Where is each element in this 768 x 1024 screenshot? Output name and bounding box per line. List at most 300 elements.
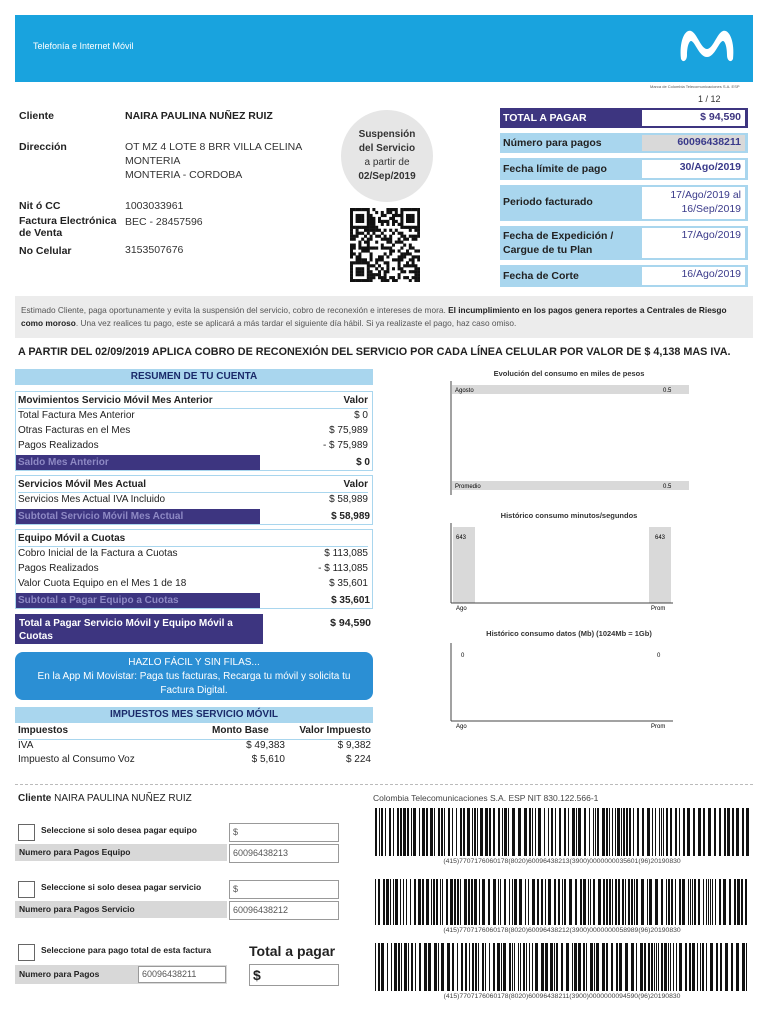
qr-module xyxy=(409,258,412,261)
qr-module xyxy=(381,244,384,247)
qr-module xyxy=(386,267,389,270)
barcode-bar xyxy=(666,879,667,925)
qr-module xyxy=(403,208,406,211)
qr-module xyxy=(353,252,356,255)
qr-module xyxy=(384,214,387,217)
qr-module xyxy=(381,255,384,258)
qr-module xyxy=(372,208,375,211)
barcode-bar xyxy=(652,808,653,856)
qr-module xyxy=(372,273,375,276)
barcode-bar xyxy=(440,879,441,925)
pay-equipo-checkbox[interactable] xyxy=(18,824,35,841)
qr-module xyxy=(372,223,375,226)
table-row: Servicios Mes Actual IVA Incluido $ 58,989 xyxy=(18,494,368,505)
qr-module xyxy=(375,229,378,232)
barcode-bar xyxy=(633,808,634,856)
qr-module xyxy=(381,232,384,235)
barcode-bar xyxy=(488,879,490,925)
qr-module xyxy=(389,246,392,249)
barcode-bar xyxy=(454,879,456,925)
total-amount-field[interactable]: $ xyxy=(249,964,339,986)
qr-module xyxy=(375,273,378,276)
qr-module xyxy=(381,279,384,282)
barcode-bar xyxy=(572,808,575,856)
barcode-bar xyxy=(400,808,402,856)
barcode-bar xyxy=(489,808,491,856)
qr-module xyxy=(370,238,373,241)
qr-module xyxy=(370,279,373,282)
qr-module xyxy=(361,261,364,264)
qr-module xyxy=(372,220,375,223)
barcode-bar xyxy=(504,808,507,856)
qr-module xyxy=(392,214,395,217)
qr-module xyxy=(384,229,387,232)
barcode-bar xyxy=(664,943,667,991)
equipo-cuotas-section: Equipo Móvil a Cuotas Cobro Inicial de la Factura a Cuotas $ 113,085 Pagos Realizados - $ 113,085 Valor Cuota Equipo en el Mes 1 de 18 $ 35,601 Subtotal a Pagar Equipo a Cuotas $ 35,601 xyxy=(15,529,373,609)
qr-module xyxy=(403,264,406,267)
barcode-bar xyxy=(489,943,490,991)
qr-module xyxy=(386,220,389,223)
qr-module xyxy=(375,261,378,264)
pay-total-checkbox[interactable] xyxy=(18,944,35,961)
barcode-bar xyxy=(548,808,549,856)
barcode-bar xyxy=(559,808,561,856)
qr-module xyxy=(398,261,401,264)
barcode-bar xyxy=(433,879,435,925)
qr-module xyxy=(414,273,417,276)
qr-module xyxy=(386,264,389,267)
barcode-bar xyxy=(625,943,628,991)
barcode-bar xyxy=(666,808,668,856)
qr-module xyxy=(364,249,367,252)
qr-module xyxy=(409,226,412,229)
qr-module xyxy=(398,223,401,226)
qr-module xyxy=(400,223,403,226)
qr-module xyxy=(350,244,353,247)
qr-module xyxy=(412,258,415,261)
barcode-bar xyxy=(441,943,444,991)
table-row: Pagos Realizados - $ 113,085 xyxy=(18,563,368,574)
qr-module xyxy=(417,249,420,252)
subtotal-servicio-row: Subtotal Servicio Móvil Mes Actual $ 58,989 xyxy=(18,511,370,522)
barcode-bar xyxy=(401,943,402,991)
chart-1-bar-promedio xyxy=(452,481,689,490)
app-promo-banner[interactable]: HAZLO FÁCIL Y SIN FILAS... En la App Mi Movistar: Paga tus facturas, Recarga tu móvil y solicita tu Factura Digital. xyxy=(15,652,373,700)
barcode-bar xyxy=(414,879,416,925)
barcode-bar xyxy=(640,943,643,991)
qr-module xyxy=(370,273,373,276)
qr-module xyxy=(392,217,395,220)
barcode-bar xyxy=(644,943,646,991)
qr-module xyxy=(398,232,401,235)
qr-module xyxy=(417,258,420,261)
barcode-bar xyxy=(387,943,388,991)
barcode-bar xyxy=(593,879,595,925)
barcode-bar xyxy=(545,879,546,925)
qr-module xyxy=(375,267,378,270)
barcode-bar xyxy=(532,808,533,856)
barcode-bar xyxy=(419,943,421,991)
qr-module xyxy=(386,223,389,226)
qr-module xyxy=(386,279,389,282)
qr-module xyxy=(350,279,353,282)
qr-module xyxy=(384,279,387,282)
qr-module xyxy=(400,232,403,235)
qr-module xyxy=(409,279,412,282)
impuestos-table: Impuestos Monto Base Valor Impuesto IVA $ 49,383 $ 9,382 Impuesto al Consumo Voz $ 5,610 $ 224 xyxy=(18,725,371,765)
barcode-bar xyxy=(580,879,582,925)
pay-servicio-amount-field[interactable]: $ xyxy=(229,880,339,899)
qr-module xyxy=(375,246,378,249)
qr-module xyxy=(370,264,373,267)
qr-module xyxy=(384,270,387,273)
barcode-bar xyxy=(612,808,613,856)
qr-module xyxy=(372,226,375,229)
barcode-bar xyxy=(378,943,380,991)
barcode-bar xyxy=(469,943,470,991)
cliente-label: Cliente xyxy=(19,110,55,122)
barcode-bar xyxy=(725,943,728,991)
qr-module xyxy=(353,244,356,247)
qr-module xyxy=(350,232,353,235)
barcode-bar xyxy=(671,879,673,925)
barcode-bar xyxy=(698,879,700,925)
qr-module xyxy=(381,267,384,270)
barcode-bar xyxy=(697,943,698,991)
barcode-bar xyxy=(676,943,677,991)
qr-module xyxy=(412,208,415,211)
chart-1-value-agosto: 0.5 xyxy=(663,388,672,394)
total-servicio-equipo-row: Total a Pagar Servicio Móvil y Equipo Móvil a Cuotas $ 94,590 xyxy=(15,614,373,644)
qr-module xyxy=(417,270,420,273)
barcode-bar xyxy=(615,879,617,925)
servicio-num-label: Numero para Pagos Servicio xyxy=(15,901,227,918)
page-number: 1 / 12 xyxy=(698,94,721,104)
barcode-bar xyxy=(385,808,386,856)
barcode-bar xyxy=(603,879,605,925)
qr-module xyxy=(370,276,373,279)
barcode-bar xyxy=(631,943,634,991)
barcode-bar xyxy=(422,879,424,925)
qr-module xyxy=(358,252,361,255)
barcode-bar xyxy=(403,808,406,856)
barcode-bar xyxy=(523,943,525,991)
barcode-bar xyxy=(430,808,433,856)
barcode-bar xyxy=(502,808,503,856)
barcode-bar xyxy=(619,943,622,991)
qr-module xyxy=(356,232,359,235)
barcode-bar xyxy=(568,808,569,856)
barcode-bar xyxy=(428,943,431,991)
qr-module xyxy=(353,246,356,249)
qr-module xyxy=(372,217,375,220)
qr-module xyxy=(386,211,389,214)
barcode-bar xyxy=(746,943,747,991)
qr-module xyxy=(364,246,367,249)
total-num-value: 60096438211 xyxy=(138,966,226,983)
cliente-name: NAIRA PAULINA NUÑEZ RUIZ xyxy=(125,110,273,122)
barcode-bar xyxy=(572,943,573,991)
pay-equipo-amount-field[interactable]: $ xyxy=(229,823,339,842)
chart-1-category-agosto: Agosto xyxy=(455,388,474,394)
barcode-bar xyxy=(436,879,438,925)
barcode-bar xyxy=(602,808,605,856)
qr-module xyxy=(386,246,389,249)
barcode-bar xyxy=(438,943,439,991)
qr-module xyxy=(378,258,381,261)
qr-module xyxy=(367,226,370,229)
qr-module xyxy=(412,235,415,238)
barcode-bar xyxy=(452,808,453,856)
barcode-bar xyxy=(475,943,477,991)
qr-module xyxy=(414,229,417,232)
qr-module xyxy=(372,232,375,235)
qr-module xyxy=(392,220,395,223)
qr-module xyxy=(392,279,395,282)
qr-module xyxy=(350,217,353,220)
qr-module xyxy=(406,264,409,267)
barcode-bar xyxy=(649,879,652,925)
qr-module xyxy=(361,270,364,273)
barcode-bar xyxy=(647,879,648,925)
qr-module xyxy=(350,264,353,267)
coupon-divider xyxy=(15,784,753,785)
qr-module xyxy=(370,229,373,232)
barcode-bar xyxy=(395,879,398,925)
barcode-equipo-text: (415)7707176060178(8020)60096438213(3900)0000000035601(96)20190830 xyxy=(443,858,681,865)
qr-module xyxy=(358,267,361,270)
qr-module xyxy=(367,208,370,211)
periodo-row: Periodo facturado 17/Ago/2019 al 16/Sep/2019 xyxy=(500,185,748,221)
qr-module xyxy=(356,229,359,232)
barcode-bar xyxy=(670,943,671,991)
reconnection-banner: A PARTIR DEL 02/09/2019 APLICA COBRO DE RECONEXIÓN DEL SERVICIO POR CADA LÍNEA CELULAR POR VALOR DE $ 4,138 MAS IVA. xyxy=(18,346,731,358)
barcode-bar xyxy=(526,943,527,991)
qr-module xyxy=(403,270,406,273)
table-row: IVA xyxy=(18,740,34,751)
qr-module xyxy=(403,252,406,255)
qr-module xyxy=(389,235,392,238)
qr-module xyxy=(406,276,409,279)
saldo-row: Saldo Mes Anterior $ 0 xyxy=(18,457,370,468)
total-row: TOTAL A PAGAR $ 94,590 xyxy=(500,108,748,128)
barcode-bar xyxy=(658,943,659,991)
qr-module xyxy=(417,208,420,211)
qr-module xyxy=(400,252,403,255)
barcode-bar xyxy=(661,879,663,925)
qr-module xyxy=(358,244,361,247)
qr-module xyxy=(400,267,403,270)
barcode-bar xyxy=(675,808,677,856)
qr-module xyxy=(412,220,415,223)
qr-module xyxy=(395,214,398,217)
qr-module xyxy=(356,226,359,229)
barcode-bar xyxy=(598,879,601,925)
barcode-bar xyxy=(426,808,428,856)
qr-module xyxy=(409,229,412,232)
qr-module xyxy=(414,276,417,279)
qr-module xyxy=(384,276,387,279)
total-num-label: Numero para Pagos xyxy=(15,965,227,984)
qr-module xyxy=(406,217,409,220)
barcode-bar xyxy=(688,879,689,925)
qr-module xyxy=(367,232,370,235)
barcode-bar xyxy=(683,808,685,856)
barcode-bar xyxy=(593,808,594,856)
qr-module xyxy=(400,211,403,214)
qr-module xyxy=(400,217,403,220)
barcode-total-text: (415)7707176060178(8020)60096438211(3900)0000000094590(96)20190830 xyxy=(443,993,681,1000)
barcode-bar xyxy=(575,879,577,925)
barcode-bar xyxy=(447,943,450,991)
barcode-bar xyxy=(663,808,664,856)
qr-module xyxy=(395,258,398,261)
barcode-bar xyxy=(411,808,412,856)
barcode-bar xyxy=(715,879,716,925)
qr-module xyxy=(417,226,420,229)
qr-module xyxy=(395,241,398,244)
qr-module xyxy=(409,246,412,249)
barcode-bar xyxy=(500,879,501,925)
table-row: Otras Facturas en el Mes $ 75,989 xyxy=(18,425,368,436)
barcode-bar xyxy=(512,943,513,991)
qr-module xyxy=(417,220,420,223)
barcode-bar xyxy=(485,943,486,991)
qr-module xyxy=(372,276,375,279)
qr-module xyxy=(358,258,361,261)
qr-module xyxy=(367,241,370,244)
barcode-bar xyxy=(706,943,707,991)
pay-servicio-checkbox[interactable] xyxy=(18,881,35,898)
qr-module xyxy=(367,244,370,247)
qr-module xyxy=(378,220,381,223)
qr-module xyxy=(406,226,409,229)
qr-module xyxy=(412,270,415,273)
servicio-num-value: 60096438212 xyxy=(229,901,339,920)
table-row: Pagos Realizados - $ 75,989 xyxy=(18,440,368,451)
barcode-bar xyxy=(512,808,515,856)
qr-module xyxy=(378,264,381,267)
header-subtitle: Telefonía e Internet Móvil xyxy=(33,41,134,51)
qr-module xyxy=(406,249,409,252)
qr-module xyxy=(392,267,395,270)
barcode-bar xyxy=(578,808,581,856)
qr-module xyxy=(414,249,417,252)
barcode-bar xyxy=(482,943,484,991)
barcode-bar xyxy=(434,808,435,856)
qr-module xyxy=(409,214,412,217)
chart-1 xyxy=(449,381,689,495)
barcode-bar xyxy=(595,808,596,856)
barcode-servicio xyxy=(373,879,751,925)
chart-2-value-ago: 643 xyxy=(456,535,467,541)
qr-module xyxy=(414,226,417,229)
barcode-bar xyxy=(622,879,624,925)
barcode-bar xyxy=(692,879,693,925)
qr-module xyxy=(381,223,384,226)
barcode-bar xyxy=(493,879,496,925)
barcode-bar xyxy=(393,808,394,856)
barcode-bar xyxy=(615,808,616,856)
barcode-bar xyxy=(719,808,721,856)
qr-module xyxy=(403,235,406,238)
qr-module xyxy=(356,217,359,220)
chart-1-bar-agosto xyxy=(452,385,689,394)
table-row: Cobro Inicial de la Factura a Cuotas $ 113,085 xyxy=(18,548,368,559)
barcode-bar xyxy=(606,879,608,925)
qr-module xyxy=(350,235,353,238)
barcode-bar xyxy=(386,879,389,925)
chart-2 xyxy=(449,523,689,613)
barcode-bar xyxy=(442,879,443,925)
barcode-bar xyxy=(673,943,674,991)
qr-module xyxy=(398,258,401,261)
barcode-bar xyxy=(670,808,672,856)
expedicion-row: Fecha de Expedición / Cargue de tu Plan 17/Ago/2019 xyxy=(500,226,748,260)
barcode-bar xyxy=(655,808,656,856)
barcode-bar xyxy=(426,879,429,925)
barcode-bar xyxy=(400,879,401,925)
barcode-bar xyxy=(431,879,432,925)
qr-module xyxy=(412,255,415,258)
qr-module xyxy=(361,217,364,220)
qr-module xyxy=(392,244,395,247)
barcode-equipo xyxy=(373,808,751,856)
qr-module xyxy=(400,246,403,249)
qr-module xyxy=(364,241,367,244)
barcode-bar xyxy=(589,808,590,856)
qr-module xyxy=(367,214,370,217)
qr-module xyxy=(406,214,409,217)
qr-module xyxy=(356,258,359,261)
factura-value: BEC - 28457596 xyxy=(125,216,203,228)
barcode-bar xyxy=(460,808,462,856)
barcode-bar xyxy=(682,879,685,925)
qr-module xyxy=(395,211,398,214)
qr-module xyxy=(367,273,370,276)
qr-module xyxy=(414,279,417,282)
barcode-bar xyxy=(503,943,506,991)
qr-module xyxy=(367,238,370,241)
qr-module xyxy=(417,267,420,270)
qr-module xyxy=(395,279,398,282)
barcode-bar xyxy=(634,879,635,925)
qr-module xyxy=(367,249,370,252)
qr-module xyxy=(417,279,420,282)
qr-module xyxy=(353,226,356,229)
barcode-bar xyxy=(512,879,513,925)
qr-module xyxy=(370,235,373,238)
qr-module xyxy=(361,238,364,241)
barcode-bar xyxy=(693,808,695,856)
barcode-bar xyxy=(710,943,713,991)
barcode-bar xyxy=(410,879,411,925)
barcode-bar xyxy=(452,943,454,991)
qr-module xyxy=(409,208,412,211)
barcode-bar xyxy=(583,943,585,991)
qr-module xyxy=(367,264,370,267)
qr-module xyxy=(361,226,364,229)
barcode-bar xyxy=(479,879,480,925)
table-row: Impuesto al Consumo Voz xyxy=(18,754,135,765)
barcode-bar xyxy=(596,943,599,991)
qr-module xyxy=(375,241,378,244)
barcode-bar xyxy=(621,808,622,856)
qr-module xyxy=(364,235,367,238)
barcode-bar xyxy=(564,879,566,925)
chart-2-category-prom: Prom xyxy=(651,606,666,612)
qr-module xyxy=(389,249,392,252)
